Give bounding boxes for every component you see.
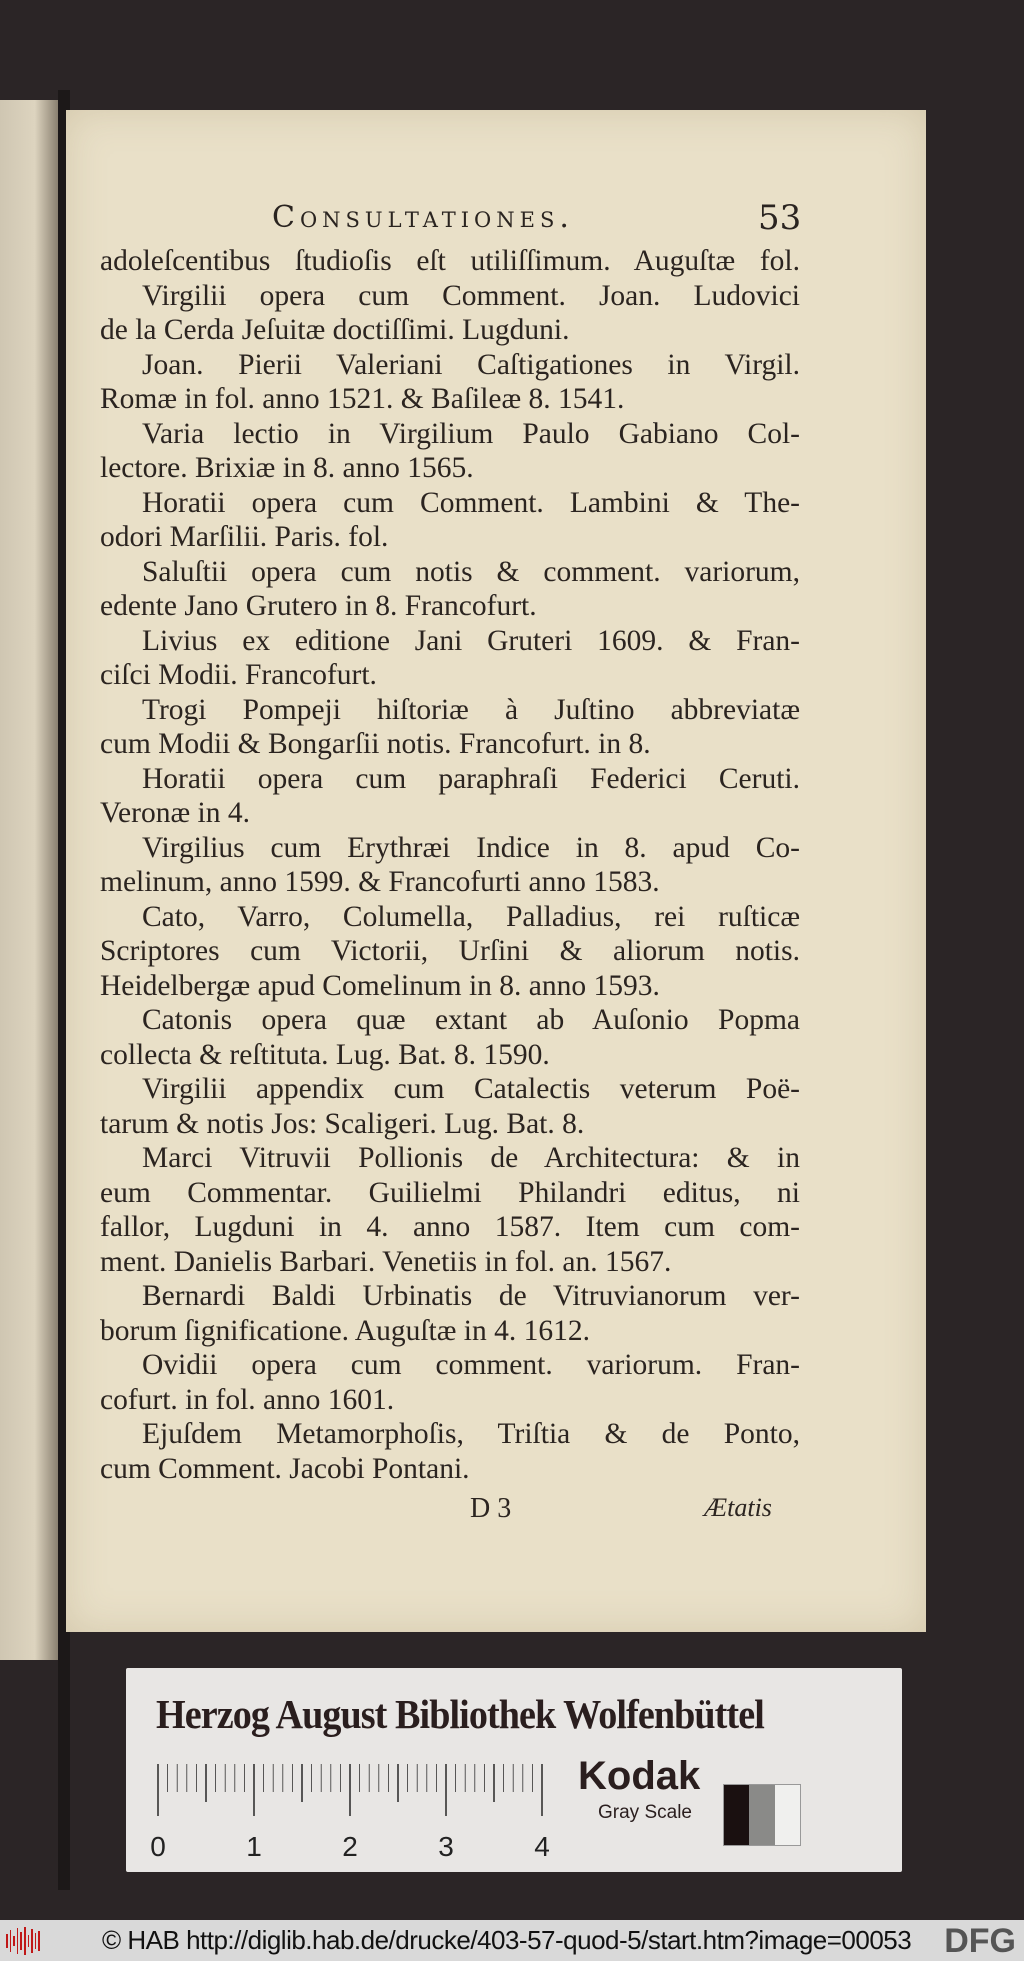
color-calibration-card: [126, 1668, 902, 1872]
text-line: lectore. Brixiæ in 8. anno 1565.: [100, 452, 474, 484]
footer-bar: [0, 1920, 1024, 1961]
text-line: cum Modii & Bongarſii notis. Francofurt. in 8.: [100, 728, 651, 760]
page-body-text: [100, 244, 800, 1486]
hab-logo-icon: [6, 1926, 40, 1956]
ruler: [150, 1758, 556, 1868]
page-number: 53: [758, 198, 802, 238]
text-line: Horatii opera cum Comment. Lambini & The-: [142, 486, 800, 519]
ruler-label: 3: [438, 1831, 454, 1862]
text-line: Varia lectio in Virgilium Paulo Gabiano Col-: [142, 417, 800, 450]
text-line: Heidelbergæ apud Comelinum in 8. anno 1593.: [100, 969, 660, 1002]
text-line: fallor, Lugduni in 4. anno 1587. Item cum com-: [100, 1211, 800, 1243]
text-line: cofurt. in fol. anno 1601.: [100, 1383, 395, 1416]
gray-patch: [724, 1785, 749, 1845]
text-line: Veronæ in 4.: [100, 797, 250, 829]
text-line: Virgilii appendix cum Catalectis veterum Poë-: [142, 1073, 800, 1105]
ruler-label: 2: [342, 1831, 358, 1862]
text-line: Scriptores cum Victorii, Urſini & aliorum notis.: [100, 935, 800, 967]
text-line: eum Commentar. Guilielmi Philandri editus, ni: [100, 1176, 800, 1209]
text-line: Marci Vitruvii Pollionis de Architectura: & in: [142, 1142, 800, 1174]
text-line: Trogi Pompeji hiſtoriæ à Juſtino abbreviatæ: [142, 693, 800, 726]
text-line: melinum, anno 1599. & Francofurti anno 1583.: [100, 866, 660, 898]
text-line: Ovidii opera cum comment. variorum. Fran-: [142, 1349, 800, 1381]
permalink[interactable]: © HAB http://diglib.hab.de/drucke/403-57-quod-5/start.htm?image=00053: [102, 1925, 912, 1955]
text-line: Horatii opera cum paraphraſi Federici Ceruti.: [142, 762, 800, 795]
gray-scale-label: Gray Scale: [598, 1802, 692, 1823]
adjacent-page-edge: [0, 100, 58, 1660]
dfg-logo: DFG: [944, 1922, 1016, 1960]
ruler-label: 4: [534, 1831, 550, 1862]
catchword: Ætatis: [704, 1493, 772, 1522]
text-line: adoleſcentibus ſtudioſis eſt utiliſſimum. Auguſtæ fol.: [100, 245, 800, 277]
text-line: Joan. Pierii Valeriani Caſtigationes in Virgil.: [142, 348, 800, 381]
gray-patch: [775, 1785, 800, 1845]
text-line: ment. Danielis Barbari. Venetiis in fol. an. 1567.: [100, 1245, 672, 1278]
library-name: Herzog August Bibliothek Wolfenbüttel: [156, 1691, 764, 1737]
running-head: Consultationes.: [272, 200, 574, 235]
text-line: borum ſignificatione. Auguſtæ in 4. 1612.: [100, 1314, 590, 1347]
text-line: de la Cerda Jeſuitæ doctiſſimi. Lugduni.: [100, 314, 570, 346]
text-line: Virgilii opera cum Comment. Joan. Ludovici: [142, 279, 800, 312]
ruler-label: 1: [246, 1831, 262, 1862]
text-line: collecta & reſtituta. Lug. Bat. 8. 1590.: [100, 1038, 550, 1071]
text-line: Saluſtii opera cum notis & comment. variorum,: [142, 555, 800, 588]
text-line: cum Comment. Jacobi Pontani.: [100, 1452, 470, 1485]
text-line: Ejuſdem Metamorphoſis, Triſtia & de Ponto,: [142, 1418, 800, 1450]
kodak-logo: Kodak: [578, 1754, 701, 1798]
ruler-label: 0: [150, 1831, 166, 1862]
text-line: Romæ in fol. anno 1521. & Baſileæ 8. 1541.: [100, 383, 625, 415]
signature-mark: D 3: [470, 1493, 512, 1524]
gray-scale-swatch: [723, 1784, 801, 1846]
text-line: Bernardi Baldi Urbinatis de Vitruvianorum ver-: [142, 1280, 800, 1312]
text-line: tarum & notis Jos: Scaligeri. Lug. Bat. 8.: [100, 1107, 585, 1140]
text-line: Catonis opera quæ extant ab Auſonio Popma: [142, 1004, 800, 1036]
text-line: ciſci Modii. Francofurt.: [100, 659, 377, 691]
text-line: odori Marſilii. Paris. fol.: [100, 521, 389, 553]
text-line: Virgilius cum Erythræi Indice in 8. apud Co-: [142, 831, 800, 864]
text-line: edente Jano Grutero in 8. Francofurt.: [100, 590, 537, 622]
text-line: Livius ex editione Jani Gruteri 1609. & Fran-: [142, 624, 800, 657]
gray-patch: [749, 1785, 774, 1845]
text-line: Cato, Varro, Columella, Palladius, rei ruſticæ: [142, 900, 800, 933]
